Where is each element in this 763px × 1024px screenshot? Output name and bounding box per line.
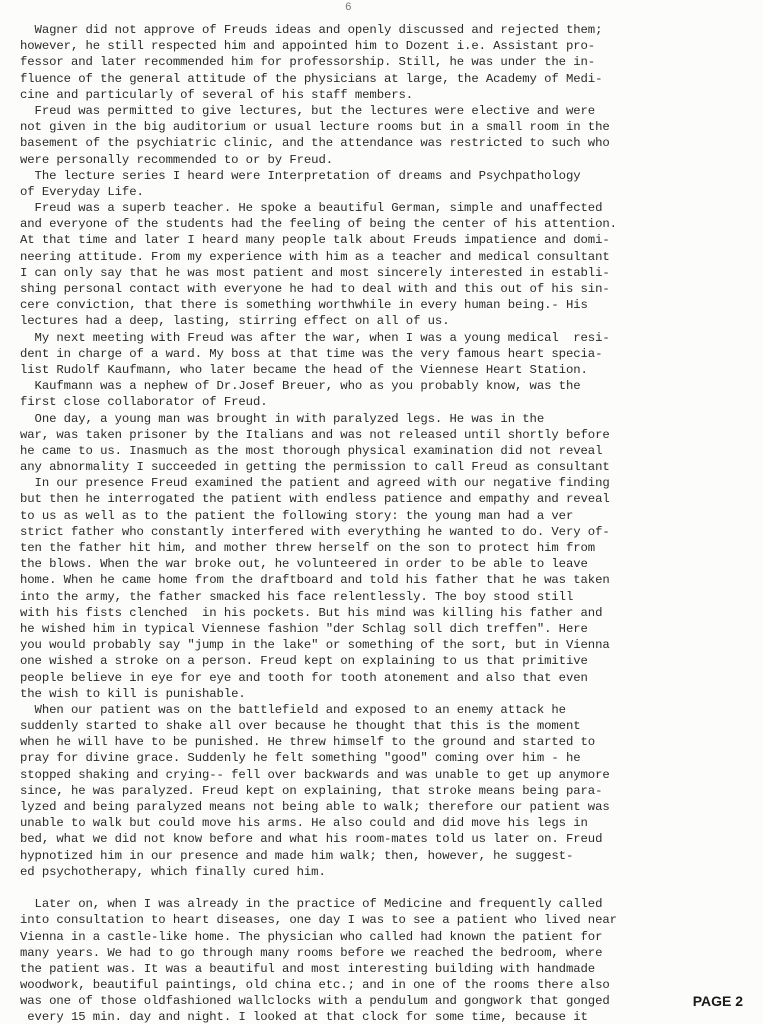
- text-line: any abnormality I succeeded in getting the permission to call Freud as consultant: [20, 460, 610, 475]
- text-line: with his fists clenched in his pockets. But his mind was killing his father and: [20, 605, 603, 620]
- text-line: ed psychotherapy, which finally cured him.: [20, 864, 326, 879]
- text-line: were personally recommended to or by Freud.: [20, 152, 334, 167]
- text-line: first close collaborator of Freud.: [20, 395, 268, 410]
- text-line: and everyone of the students had the feeling of being the center of his attention.: [20, 217, 617, 232]
- text-line: hypnotized him in our presence and made him walk; then, however, he suggest-: [20, 848, 574, 863]
- text-line: stopped shaking and crying-- fell over backwards and was unable to get up anymore: [20, 767, 610, 782]
- text-line: suddenly started to shake all over because he thought that this is the moment: [20, 719, 581, 734]
- text-line: Later on, when I was already in the practice of Medicine and frequently called: [20, 897, 603, 912]
- page-mark: 6: [345, 2, 352, 14]
- text-line: not given in the big auditorium or usual lecture rooms but in a small room in the: [20, 120, 610, 135]
- text-line: I can only say that he was most patient and most sincerely interested in establi-: [20, 265, 610, 280]
- text-line: was one of those oldfashioned wallclocks with a pendulum and gongwork that gonged: [20, 994, 610, 1009]
- text-line: When our patient was on the battlefield and exposed to an enemy attack he: [20, 702, 566, 717]
- text-line: pray for divine grace. Suddenly he felt something "good" coming over him - he: [20, 751, 581, 766]
- text-line: of Everyday Life.: [20, 184, 144, 199]
- text-line: the wish to kill is punishable.: [20, 686, 246, 701]
- text-line: you would probably say "jump in the lake" or something of the sort, but in Vienna: [20, 638, 610, 653]
- text-line: to us as well as to the patient the following story: the young man had a ver: [20, 508, 574, 523]
- text-line: fessor and later recommended him for professorship. Still, he was under the in-: [20, 55, 596, 70]
- text-line: The lecture series I heard were Interpretation of dreams and Psychpathology: [20, 168, 581, 183]
- text-line: woodwork, beautiful paintings, old china etc.; and in one of the rooms there also: [20, 978, 610, 993]
- text-line: ten the father hit him, and mother threw herself on the son to protect him from: [20, 541, 596, 555]
- text-line: the patient was. It was a beautiful and most interesting building with handmade: [20, 961, 596, 976]
- text-line: In our presence Freud examined the patient and agreed with our negative finding: [20, 476, 610, 491]
- text-line: he wished him in typical Viennese fashion "der Schlag soll dich treffen". Here: [20, 621, 588, 636]
- text-line: however, he still respected him and appointed him to Dozent i.e. Assistant pro-: [20, 39, 596, 54]
- text-line: cine and particularly of several of his staff members.: [20, 87, 414, 102]
- text-line: At that time and later I heard many people talk about Freuds impatience and domi-: [20, 233, 610, 248]
- text-line: dent in charge of a ward. My boss at that time was the very famous heart specia-: [20, 346, 603, 361]
- text-line: basement of the psychiatric clinic, and the attendance was restricted to such who: [20, 136, 610, 151]
- text-line: Vienna in a castle-like home. The physician who called had known the patient for: [20, 929, 603, 944]
- text-line: lectures had a deep, lasting, stirring effect on all of us.: [20, 314, 450, 329]
- text-line: Kaufmann was a nephew of Dr.Josef Breuer, who as you probably know, was the: [20, 379, 581, 394]
- text-line: strict father who constantly interfered with everything he wanted to do. Very of-: [20, 524, 610, 539]
- text-line: unable to walk but could move his arms. He also could and did move his legs in: [20, 816, 588, 831]
- text-line: when he will have to be punished. He threw himself to the ground and started to: [20, 735, 596, 750]
- text-line: he came to us. Inasmuch as the most thorough physical examination did not reveal: [20, 443, 603, 458]
- text-line: neering attitude. From my experience with him as a teacher and medical consultant: [20, 249, 610, 264]
- text-line: into consultation to heart diseases, one day I was to see a patient who lived near: [20, 913, 617, 928]
- text-line: lyzed and being paralyzed means not being able to walk; therefore our patient was: [20, 800, 610, 814]
- text-line: home. When he came home from the draftboard and told his father that he was taken: [20, 573, 610, 588]
- text-line: list Rudolf Kaufmann, who later became the head of the Viennese Heart Station.: [20, 362, 588, 377]
- text-line: One day, a young man was brought in with paralyzed legs. He was in the: [20, 411, 545, 426]
- text-line: since, he was paralyzed. Freud kept on explaining, that stroke means being para-: [20, 783, 603, 798]
- page-footer-label: PAGE 2: [692, 993, 743, 1009]
- text-line: into the army, the father smacked his face relentlessly. The boy stood still: [20, 589, 574, 604]
- text-line: many years. We had to go through many rooms before we reached the bedroom, where: [20, 945, 603, 960]
- text-line: one wished a stroke on a person. Freud kept on explaining to us that primitive: [20, 654, 588, 669]
- text-line: bed, what we did not know before and what his room-mates told us later on. Freud: [20, 832, 603, 847]
- text-line: shing personal contact with everyone he had to deal with and this out of his sin-: [20, 282, 610, 296]
- text-line: every 15 min. day and night. I looked at that clock for some time, because it: [20, 1010, 588, 1024]
- text-line: people believe in eye for eye and tooth for tooth atonement and also that even: [20, 670, 588, 685]
- typescript-body: [20, 22, 760, 1024]
- text-line: the blows. When the war broke out, he volunteered in order to be able to leave: [20, 557, 588, 572]
- text-line: [20, 880, 760, 896]
- text-line: but then he interrogated the patient with endless patience and empathy and reveal: [20, 492, 610, 507]
- text-line: Wagner did not approve of Freuds ideas and openly discussed and rejected them;: [20, 23, 603, 37]
- text-line: fluence of the general attitude of the physicians at large, the Academy of Medi-: [20, 71, 603, 86]
- text-line: Freud was permitted to give lectures, but the lectures were elective and were: [20, 103, 596, 118]
- text-line: Freud was a superb teacher. He spoke a beautiful German, simple and unaffected: [20, 201, 603, 216]
- text-line: cere conviction, that there is something worthwhile in every human being.- His: [20, 298, 588, 313]
- text-line: My next meeting with Freud was after the war, when I was a young medical resi-: [20, 330, 610, 345]
- text-line: war, was taken prisoner by the Italians and was not released until shortly before: [20, 427, 610, 442]
